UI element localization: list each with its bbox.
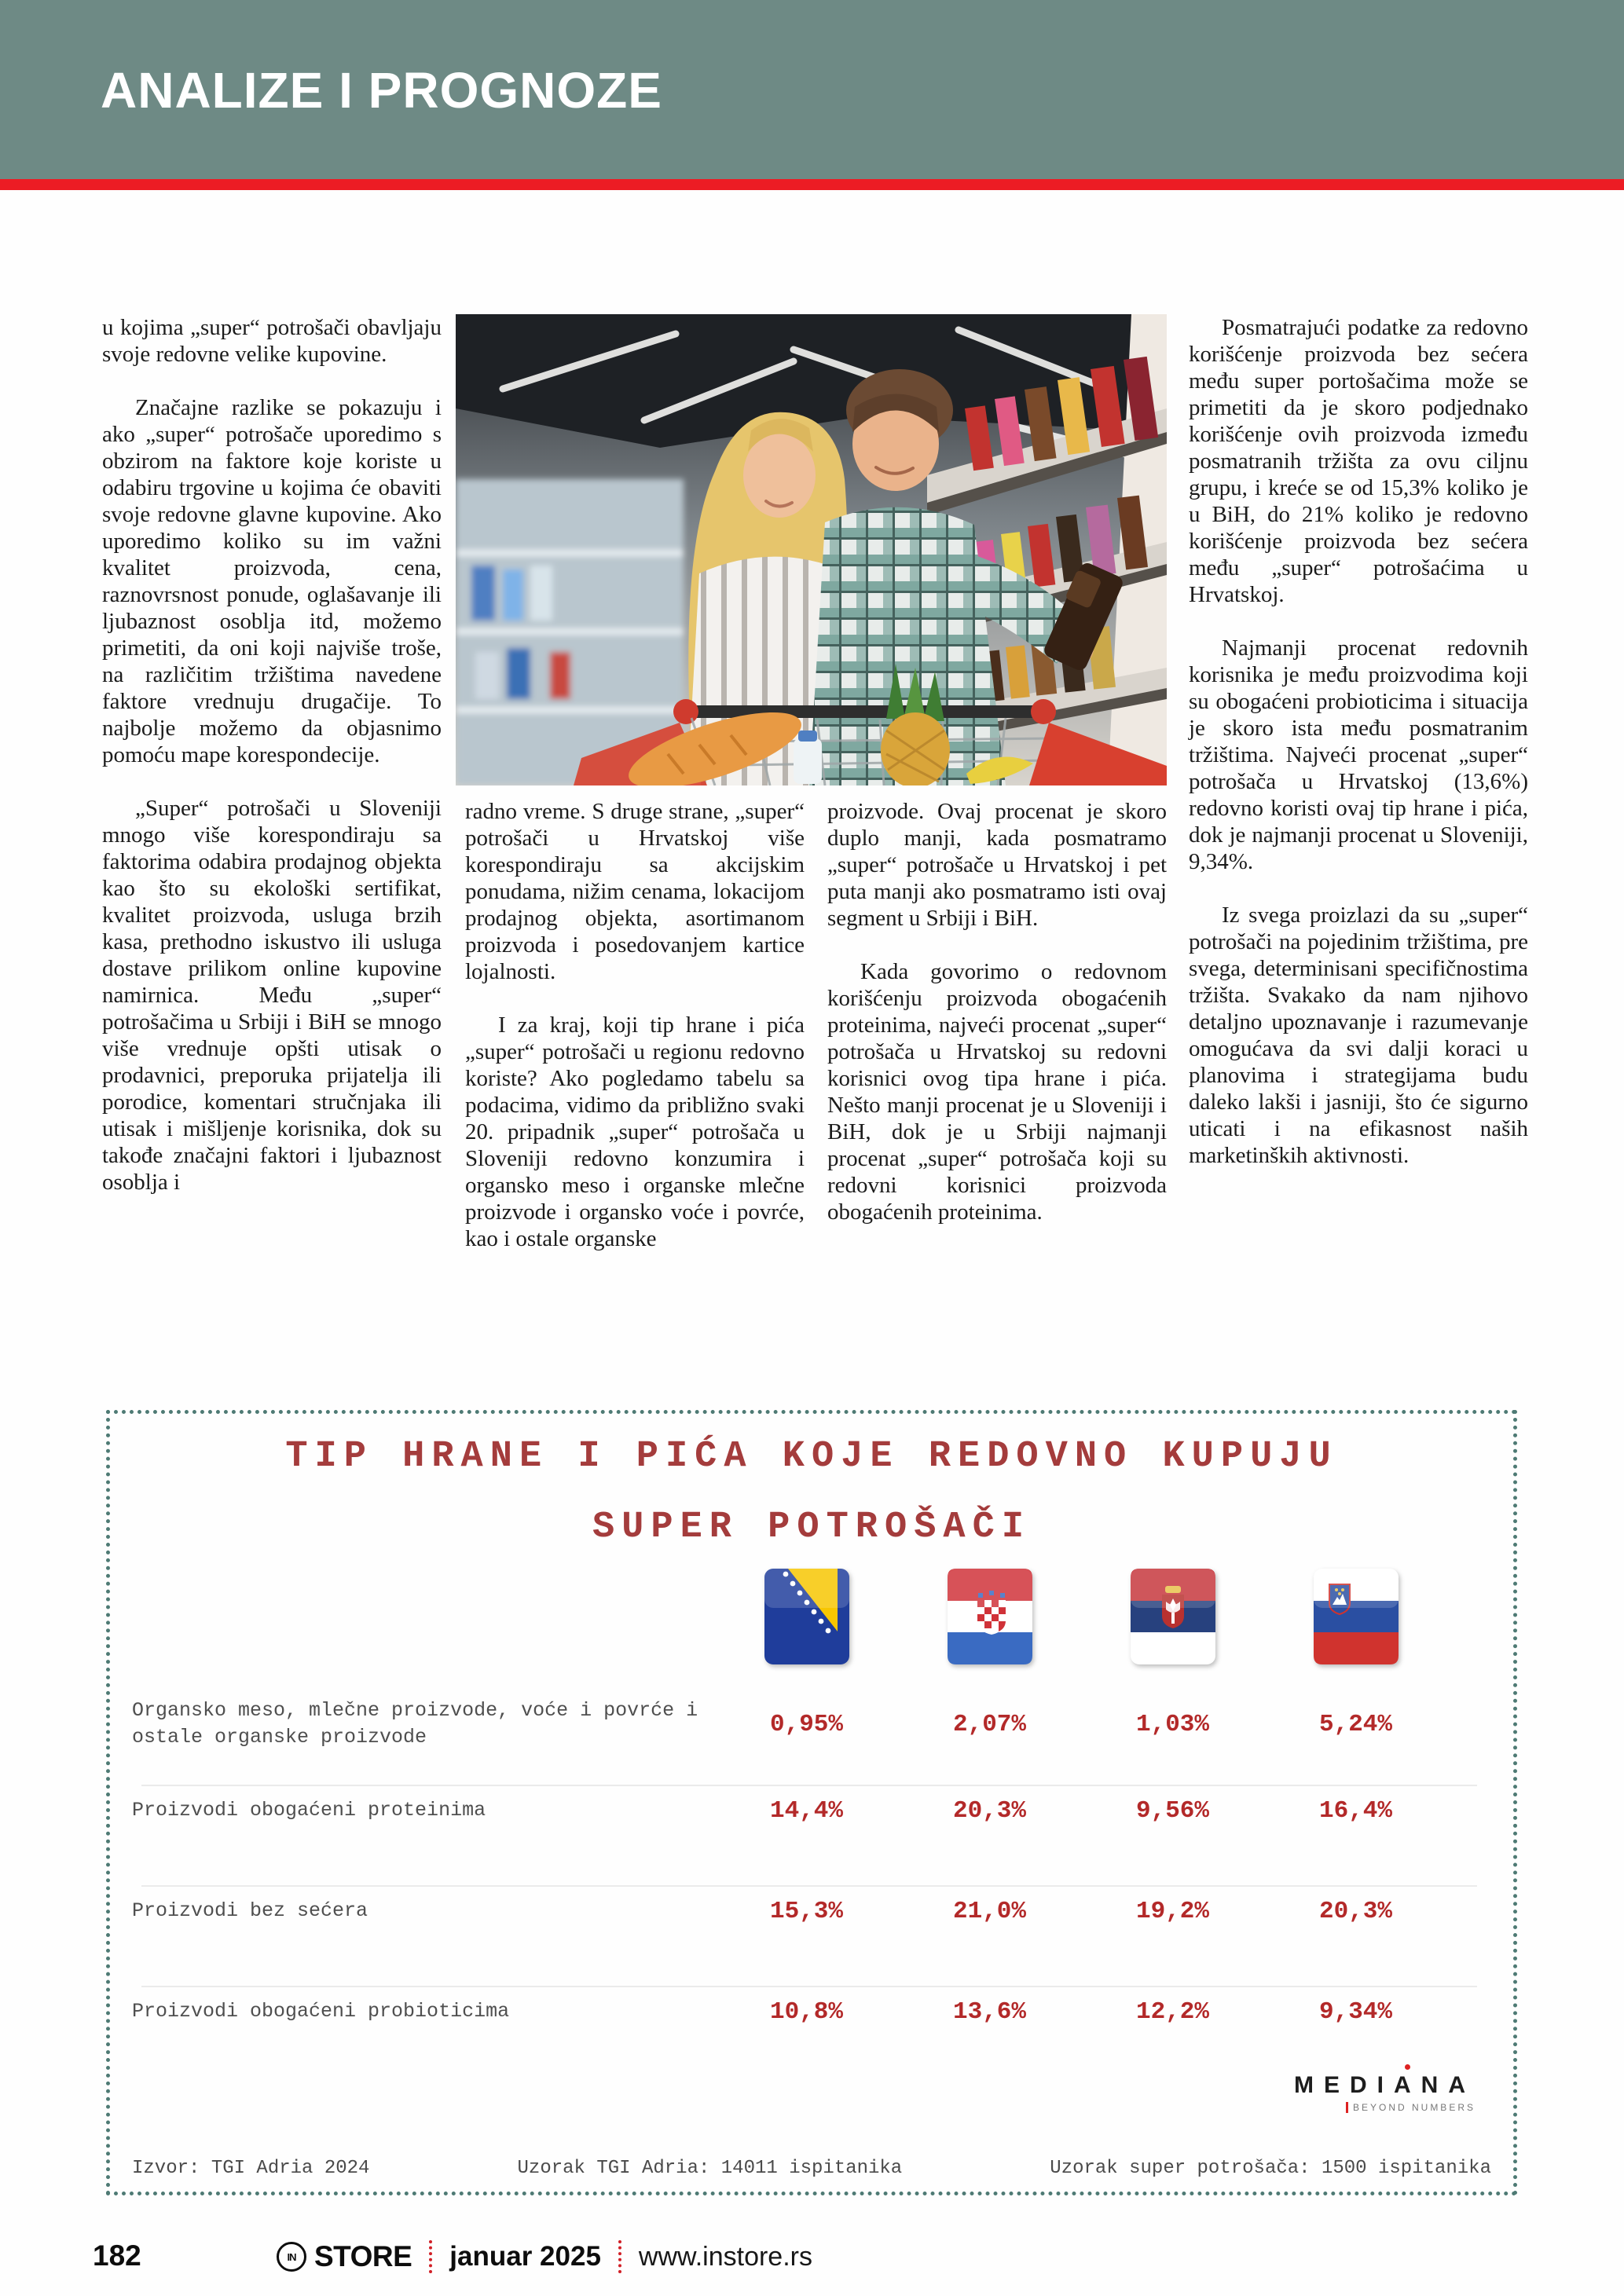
row-value: 15,3% — [769, 1897, 843, 1925]
article-paragraph: Najmanji procenat redovnih korisnika je među proizvodima koji su obogaćeni probioticima i situacija je skoro ista među posmatranim tržištima. Najveći procenat „super“ potrošača u Hrvatskoj (13,6%) redovno koristi ovaj tip hrane i pića, dok je najmanji procenat u Sloveniji, 9,34%. — [1189, 635, 1528, 874]
article-column-3 — [827, 798, 1167, 1364]
row-value: 5,24% — [1318, 1710, 1392, 1738]
article-paragraph: „Super“ potrošači u Sloveniji mnogo više korespondiraju sa faktorima odabira prodajnog objekta kao što su ekološki sertifikat, kvalitet proizvoda, usluga brzih kasa, prethodno iskustvo ili usluga dostave prilikom online kupovine namirnica. Među „super“ potrošačima u Srbiji i BiH se mnogo više vrednuje opšti utisak o prodavnici, preporuka prijatelja ili porodice, komentari stručnjaka ili utisak i mišljenje korisnika, dok su takođe značajni faktori i ljubaznost osoblja i — [102, 796, 442, 1195]
mediana-logo-tagline: BEYOND NUMBERS — [1346, 2102, 1476, 2113]
header-band — [0, 0, 1624, 179]
row-value: 10,8% — [769, 1998, 843, 2026]
article-column-4 — [1189, 314, 1528, 1382]
bosnia-herzegovina-flag — [764, 1569, 849, 1664]
row-value: 1,03% — [1135, 1710, 1209, 1738]
article-column-1 — [102, 314, 442, 1351]
header-red-stripe — [0, 179, 1624, 190]
mediana-logo-text: MEDIANA — [1294, 2072, 1476, 2099]
mediana-logo-dot — [1405, 2064, 1410, 2070]
article-paragraph: Kada govorimo o redovnom korišćenju proizvoda obogaćenih proteinima, najveći procenat „super“ potrošača u Hrvatskoj su redovni korisnici ovog tipa hrane i pića. Nešto manji procenat je u Sloveniji i BiH, dok je u Srbiji najmanji procenat „super“ potrošača koji su redovni korisnici proizvoda obogaćenih proteinima. — [827, 959, 1167, 1225]
page-number: 182 — [93, 2239, 141, 2272]
row-label: Proizvodi obogaćeni proteinima — [132, 1799, 486, 1822]
article-paragraph: Iz svega proizlazi da su „super“ potrošači na pojedinim tržištima, pre svega, determinisani specifičnostima tržišta. Svakako da nam njihovo detaljno upoznavanje i razumevanje omogućava da svi dalji koraci u planovima i strategijama budu daleko lakši i jasniji, što će sigurno uticati i na efikasnost naših marketinških aktivnosti. — [1189, 903, 1528, 1168]
mediana-logo — [1294, 2072, 1476, 2115]
serbia-flag — [1131, 1569, 1215, 1664]
page-footer — [0, 2235, 1624, 2282]
row-value: 12,2% — [1135, 1998, 1209, 2026]
row-value: 2,07% — [952, 1710, 1026, 1738]
table-row — [132, 1876, 1447, 1946]
red-dotted-divider — [618, 2240, 621, 2273]
row-value: 16,4% — [1318, 1796, 1392, 1825]
footer-brand-row — [277, 2235, 812, 2279]
brand-name: STORE — [314, 2240, 412, 2272]
row-value: 9,56% — [1135, 1796, 1209, 1825]
article-photo — [456, 314, 1167, 785]
source-left: Izvor: TGI Adria 2024 — [132, 2158, 370, 2179]
article-paragraph: Značajne razlike se pokazuju i ako „super“ potrošače uporedimo s obzirom na faktore koje koriste u odabiru trgovine u kojima će obaviti svoje redovne glavne kupovine. Ako uporedimo koliko su im važni kvalitet proizvoda, cena, raznovrsnost ponude, oglašavanje ili ljubaznost osoblja itd, možemo primetiti, da oni koji najviše troše, na različitim tržištima navedene faktore vrednuju drugačije. To najbolje možemo da objasnimo pomoću mape korespondecije. — [102, 395, 442, 767]
page-title: ANALIZE I PROGNOZE — [101, 62, 662, 119]
row-label: Proizvodi bez sećera — [132, 1899, 368, 1922]
red-dotted-divider — [429, 2240, 432, 2273]
row-label: Organsko meso, mlečne proizvode, voće i povrće i ostale organske proizvode — [132, 1699, 698, 1749]
website-url: www.instore.rs — [638, 2241, 812, 2272]
row-value: 0,95% — [769, 1710, 843, 1738]
issue-date: januar 2025 — [449, 2241, 601, 2272]
table-flag-header-row — [132, 1562, 1447, 1672]
data-table — [106, 1410, 1517, 2195]
table-row — [132, 1681, 1447, 1767]
row-label: Proizvodi obogaćeni probioticima — [132, 2000, 510, 2023]
table-row — [132, 1976, 1447, 2047]
row-value: 20,3% — [952, 1796, 1026, 1825]
article-paragraph: Posmatrajući podatke za redovno korišćenje proizvoda bez sećera među super portošačima može se primetiti da je skoro podjednako korišćenje ovih proizvoda između posmatranih tržišta za ovu ciljnu grupu, i kreće se od 15,3% koliko je u BiH, do 21% koliko je redovno korišćenje proizvoda bez sećera među „super“ potrošaćima u Hrvatskoj. — [1189, 315, 1528, 607]
article-paragraph: proizvode. Ovaj procenat je skoro duplo manji, kada posmatramo „super“ potrošače u Hrvatskoj i pet puta manji ako posmatramo isti ovaj segment u Srbiji i BiH. — [827, 799, 1167, 931]
row-value: 21,0% — [952, 1897, 1026, 1925]
article-paragraph: I za kraj, koji tip hrane i pića „super“ potrošači u regionu redovno koriste? Ako pogledamo tabelu sa podacima, vidimo da približno svaki 20. pripadnik „super“ potrošača u Sloveniji redovno konzumira i organsko meso i organske mlečne proizvode i organsko voće i povrće, kao i ostale organske — [465, 1013, 805, 1251]
source-mid: Uzorak TGI Adria: 14011 ispitanika — [517, 2158, 903, 2179]
supermarket-photo-illustration — [456, 314, 1167, 785]
table-sources — [132, 2158, 1491, 2179]
row-value: 19,2% — [1135, 1897, 1209, 1925]
row-value: 20,3% — [1318, 1897, 1392, 1925]
instore-circle-icon: IN — [277, 2242, 306, 2272]
row-value: 14,4% — [769, 1796, 843, 1825]
article-paragraph: u kojima „super“ potrošači obavljaju svoje redovne velike kupovine. — [102, 315, 442, 367]
croatia-flag — [948, 1569, 1032, 1664]
table-title-line1: TIP HRANE I PIĆA KOJE REDOVNO KUPUJU — [285, 1436, 1338, 1478]
source-right: Uzorak super potrošača: 1500 ispitanika — [1050, 2158, 1491, 2179]
slovenia-flag — [1314, 1569, 1399, 1664]
table-title-line2: SUPER POTROŠAČI — [592, 1507, 1032, 1548]
article-paragraph: radno vreme. S druge strane, „super“ potrošači u Hrvatskoj više korespondiraju sa akcijskim ponudama, nižim cenama, lokacijom prodajnog objekta, asortimanom proizvoda i posedovanjem kartice lojalnosti. — [465, 799, 805, 984]
table-row — [132, 1775, 1447, 1846]
row-value: 13,6% — [952, 1998, 1026, 2026]
article-column-2 — [465, 798, 805, 1364]
row-value: 9,34% — [1318, 1998, 1392, 2026]
